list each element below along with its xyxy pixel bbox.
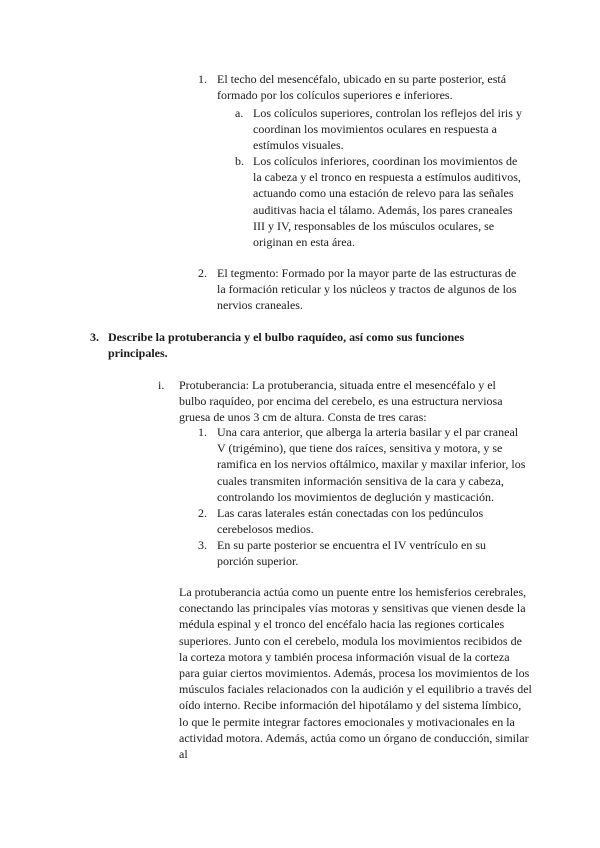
list-marker: 1. bbox=[198, 72, 207, 86]
face-text: En su parte posterior se encuentra el IV ventrículo en su porción superior. bbox=[217, 538, 487, 569]
body-paragraph: La protuberancia actúa como un puente entre los hemisferios cerebrales, conectando las principales vías motoras y sensitivas que vienen desde la médula espinal y el tronco del encéfalo hacia las regiones corticales superiores. Junto con el cerebelo, modula los movimientos recibidos de la corteza motora y también procesa información visual de la corteza para guiar ciertos movimientos. Además, procesa los movimientos de los músculos faciales relacionados con la audición y el equilibrio a través del oído interno. Recibe información del hipotálamo y del sistema límbico, lo que le permite integrar factores emocionales y motivacionales en la actividad motora. Además, actúa como un órgano de conducción, similar al bbox=[179, 585, 532, 762]
face-item bbox=[198, 505, 497, 537]
list-marker: 2. bbox=[198, 266, 207, 280]
list-marker: b. bbox=[235, 154, 244, 168]
sub-list-item-text: Los colículos inferiores, coordinan los movimientos de la cabeza y el tronco en respuesta a estímulos auditivos, actuando como una estación de relevo para las señales auditivas hacia el tálamo. Además, los pares craneales III y IV, responsables de los músculos oculares, se originan en esta área. bbox=[253, 154, 521, 250]
question-text: Describe la protuberancia y el bulbo raquídeo, así como sus funciones principales. bbox=[108, 330, 465, 361]
list-marker: 2. bbox=[198, 506, 207, 520]
list-item bbox=[198, 71, 527, 103]
face-text: Una cara anterior, que alberga la arteria basilar y el par craneal V (trigémino), que tiene dos raíces, sensitiva y motora, y se ramifica en los nervios oftálmico, maxilar y maxilar inferior, los cuales transmiten información sensitiva de la cara y cabeza, controlando los movimientos de deglución y masticación. bbox=[217, 425, 526, 504]
list-marker: a. bbox=[235, 106, 244, 120]
list-item-text: El techo del mesencéfalo, ubicado en su parte posterior, está formado por los colículos superiores e inferiores. bbox=[217, 72, 507, 103]
list-item bbox=[198, 265, 525, 314]
list-item-text: El tegmento: Formado por la mayor parte de las estructuras de la formación reticular y los núcleos y tractos de algunos de los nervios craneales. bbox=[217, 266, 517, 313]
list-marker: 1. bbox=[198, 425, 207, 439]
sub-list-item-text: Los colículos superiores, controlan los reflejos del iris y coordinan los movimientos oculares en respuesta a estímulos visuales. bbox=[253, 106, 522, 153]
sub-list-item bbox=[235, 105, 533, 154]
protuberancia-text: Protuberancia: La protuberancia, situada entre el mesencéfalo y el bulbo raquídeo, por encima del cerebelo, es una estructura nerviosa gruesa de unos 3 cm de altura. Consta de tres caras: bbox=[179, 378, 503, 425]
face-text: Las caras laterales están conectadas con los pedúnculos cerebelosos medios. bbox=[217, 506, 484, 537]
question-heading bbox=[90, 329, 508, 361]
list-marker: i. bbox=[158, 378, 165, 392]
list-marker: 3. bbox=[198, 538, 207, 552]
face-item bbox=[198, 537, 497, 569]
sub-list-item bbox=[235, 153, 525, 250]
question-marker: 3. bbox=[90, 330, 99, 344]
face-item bbox=[198, 424, 527, 505]
roman-list-item bbox=[158, 377, 511, 426]
